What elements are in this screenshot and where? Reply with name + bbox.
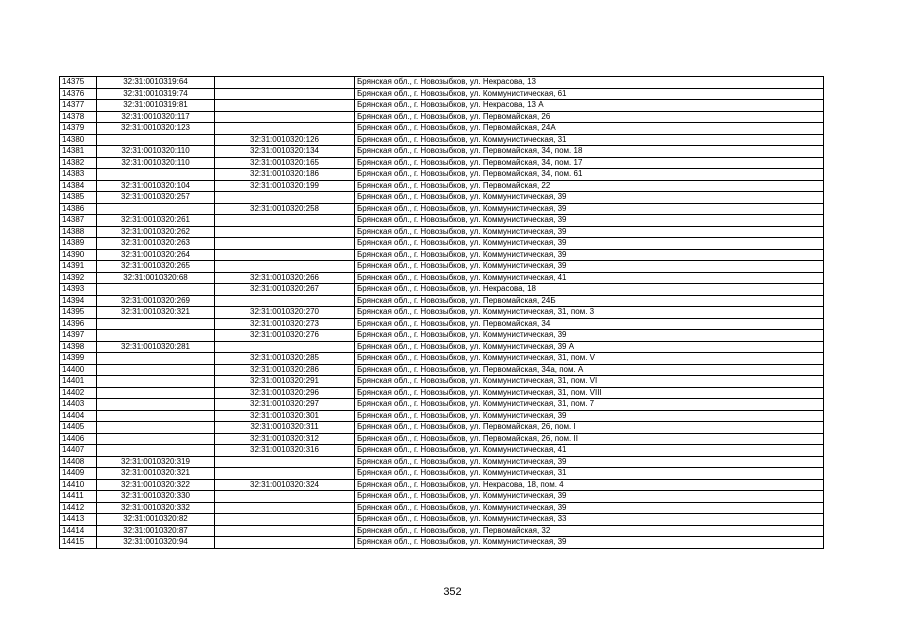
record-number-cell: 14400 [60,364,97,376]
address-cell: Брянская обл., г. Новозыбков, ул. Коммунистическая, 39 [355,456,824,468]
address-cell: Брянская обл., г. Новозыбков, ул. Первомайская, 26 [355,111,824,123]
record-number-cell: 14388 [60,226,97,238]
cadastral-number-cell [97,433,215,445]
record-number-cell: 14398 [60,341,97,353]
related-cadastral-number-cell [215,249,355,261]
cadastral-number-cell: 32:31:0010320:87 [97,525,215,537]
address-cell: Брянская обл., г. Новозыбков, ул. Коммунистическая, 31, пом. V [355,353,824,365]
table-row [60,157,824,169]
related-cadastral-number-cell [215,502,355,514]
related-cadastral-number-cell: 32:31:0010320:291 [215,376,355,388]
record-number-cell: 14382 [60,157,97,169]
record-number-cell: 14391 [60,261,97,273]
cadastral-number-cell: 32:31:0010320:262 [97,226,215,238]
record-number-cell: 14402 [60,387,97,399]
table-row [60,341,824,353]
related-cadastral-number-cell: 32:31:0010320:297 [215,399,355,411]
record-number-cell: 14399 [60,353,97,365]
related-cadastral-number-cell: 32:31:0010320:266 [215,272,355,284]
table-row [60,468,824,480]
address-cell: Брянская обл., г. Новозыбков, ул. Коммунистическая, 39 [355,249,824,261]
related-cadastral-number-cell [215,491,355,503]
related-cadastral-number-cell [215,238,355,250]
address-cell: Брянская обл., г. Новозыбков, ул. Коммунистическая, 39 [355,238,824,250]
cadastral-number-cell [97,284,215,296]
record-number-cell: 14414 [60,525,97,537]
related-cadastral-number-cell [215,456,355,468]
related-cadastral-number-cell: 32:31:0010320:267 [215,284,355,296]
address-cell: Брянская обл., г. Новозыбков, ул. Первомайская, 26, пом. I [355,422,824,434]
cadastral-number-cell [97,445,215,457]
related-cadastral-number-cell [215,77,355,89]
address-cell: Брянская обл., г. Новозыбков, ул. Коммунистическая, 39 [355,203,824,215]
related-cadastral-number-cell [215,341,355,353]
related-cadastral-number-cell [215,215,355,227]
cadastral-number-cell [97,169,215,181]
cadastral-number-cell: 32:31:0010320:264 [97,249,215,261]
table-row [60,537,824,549]
record-number-cell: 14405 [60,422,97,434]
record-number-cell: 14411 [60,491,97,503]
address-cell: Брянская обл., г. Новозыбков, ул. Первомайская, 32 [355,525,824,537]
record-number-cell: 14412 [60,502,97,514]
related-cadastral-number-cell [215,100,355,112]
table-row [60,330,824,342]
table-row [60,284,824,296]
address-cell: Брянская обл., г. Новозыбков, ул. Коммунистическая, 31, пом. VI [355,376,824,388]
table-row [60,111,824,123]
related-cadastral-number-cell [215,514,355,526]
table-row [60,134,824,146]
cadastral-number-cell [97,330,215,342]
address-cell: Брянская обл., г. Новозыбков, ул. Первомайская, 26, пом. II [355,433,824,445]
cadastral-number-cell [97,399,215,411]
address-cell: Брянская обл., г. Новозыбков, ул. Коммунистическая, 39 [355,215,824,227]
address-cell: Брянская обл., г. Новозыбков, ул. Первомайская, 34, пом. 18 [355,146,824,158]
record-number-cell: 14413 [60,514,97,526]
address-cell: Брянская обл., г. Новозыбков, ул. Первомайская, 22 [355,180,824,192]
cadastral-number-cell: 32:31:0010320:322 [97,479,215,491]
table-row [60,353,824,365]
related-cadastral-number-cell [215,468,355,480]
address-cell: Брянская обл., г. Новозыбков, ул. Коммунистическая, 61 [355,88,824,100]
cadastral-number-cell: 32:31:0010319:74 [97,88,215,100]
table-row [60,433,824,445]
records-body [60,77,824,549]
record-number-cell: 14403 [60,399,97,411]
records-table [59,76,824,549]
cadastral-number-cell: 32:31:0010320:281 [97,341,215,353]
address-cell: Брянская обл., г. Новозыбков, ул. Коммунистическая, 39 А [355,341,824,353]
related-cadastral-number-cell [215,226,355,238]
cadastral-number-cell: 32:31:0010320:332 [97,502,215,514]
table-row [60,422,824,434]
related-cadastral-number-cell [215,261,355,273]
related-cadastral-number-cell: 32:31:0010320:286 [215,364,355,376]
cadastral-number-cell [97,353,215,365]
table-row [60,525,824,537]
cadastral-number-cell: 32:31:0010320:94 [97,537,215,549]
cadastral-number-cell: 32:31:0010320:110 [97,146,215,158]
cadastral-number-cell [97,410,215,422]
table-row [60,180,824,192]
related-cadastral-number-cell: 32:31:0010320:270 [215,307,355,319]
address-cell: Брянская обл., г. Новозыбков, ул. Коммунистическая, 31, пом. 3 [355,307,824,319]
related-cadastral-number-cell [215,525,355,537]
address-cell: Брянская обл., г. Новозыбков, ул. Коммунистическая, 39 [355,502,824,514]
address-cell: Брянская обл., г. Новозыбков, ул. Некрасова, 18, пом. 4 [355,479,824,491]
record-number-cell: 14375 [60,77,97,89]
related-cadastral-number-cell: 32:31:0010320:199 [215,180,355,192]
address-cell: Брянская обл., г. Новозыбков, ул. Первомайская, 34а, пом. А [355,364,824,376]
related-cadastral-number-cell [215,88,355,100]
address-cell: Брянская обл., г. Новозыбков, ул. Коммунистическая, 39 [355,330,824,342]
table-row [60,514,824,526]
table-row [60,479,824,491]
table-row [60,295,824,307]
address-cell: Брянская обл., г. Новозыбков, ул. Первомайская, 34 [355,318,824,330]
cadastral-number-cell: 32:31:0010319:64 [97,77,215,89]
record-number-cell: 14394 [60,295,97,307]
related-cadastral-number-cell: 32:31:0010320:134 [215,146,355,158]
address-cell: Брянская обл., г. Новозыбков, ул. Первомайская, 34, пом. 17 [355,157,824,169]
record-number-cell: 14377 [60,100,97,112]
related-cadastral-number-cell: 32:31:0010320:311 [215,422,355,434]
table-row [60,307,824,319]
related-cadastral-number-cell: 32:31:0010320:165 [215,157,355,169]
related-cadastral-number-cell: 32:31:0010320:258 [215,203,355,215]
address-cell: Брянская обл., г. Новозыбков, ул. Некрасова, 13 [355,77,824,89]
cadastral-number-cell: 32:31:0010320:269 [97,295,215,307]
record-number-cell: 14384 [60,180,97,192]
table-row [60,364,824,376]
record-number-cell: 14407 [60,445,97,457]
address-cell: Брянская обл., г. Новозыбков, ул. Коммунистическая, 33 [355,514,824,526]
record-number-cell: 14393 [60,284,97,296]
table-row [60,261,824,273]
cadastral-number-cell [97,376,215,388]
related-cadastral-number-cell: 32:31:0010320:324 [215,479,355,491]
related-cadastral-number-cell [215,537,355,549]
table-row [60,502,824,514]
record-number-cell: 14390 [60,249,97,261]
cadastral-number-cell: 32:31:0010320:110 [97,157,215,169]
table-row [60,376,824,388]
address-cell: Брянская обл., г. Новозыбков, ул. Коммунистическая, 31, пом. 7 [355,399,824,411]
table-row [60,410,824,422]
related-cadastral-number-cell: 32:31:0010320:296 [215,387,355,399]
cadastral-number-cell: 32:31:0010320:321 [97,468,215,480]
record-number-cell: 14386 [60,203,97,215]
related-cadastral-number-cell: 32:31:0010320:301 [215,410,355,422]
cadastral-number-cell: 32:31:0010320:263 [97,238,215,250]
table-row [60,123,824,135]
record-number-cell: 14397 [60,330,97,342]
cadastral-number-cell [97,422,215,434]
related-cadastral-number-cell [215,123,355,135]
table-row [60,399,824,411]
record-number-cell: 14381 [60,146,97,158]
cadastral-number-cell: 32:31:0010319:81 [97,100,215,112]
table-row [60,445,824,457]
address-cell: Брянская обл., г. Новозыбков, ул. Коммунистическая, 39 [355,226,824,238]
record-number-cell: 14410 [60,479,97,491]
address-cell: Брянская обл., г. Новозыбков, ул. Коммунистическая, 39 [355,491,824,503]
address-cell: Брянская обл., г. Новозыбков, ул. Первомайская, 24А [355,123,824,135]
cadastral-number-cell: 32:31:0010320:319 [97,456,215,468]
page-number: 352 [443,586,462,598]
cadastral-number-cell: 32:31:0010320:265 [97,261,215,273]
related-cadastral-number-cell: 32:31:0010320:316 [215,445,355,457]
address-cell: Брянская обл., г. Новозыбков, ул. Некрасова, 18 [355,284,824,296]
table-row [60,100,824,112]
cadastral-number-cell: 32:31:0010320:321 [97,307,215,319]
related-cadastral-number-cell [215,111,355,123]
cadastral-number-cell: 32:31:0010320:104 [97,180,215,192]
record-number-cell: 14406 [60,433,97,445]
address-cell: Брянская обл., г. Новозыбков, ул. Коммунистическая, 41 [355,272,824,284]
table-row [60,249,824,261]
table-row [60,318,824,330]
table-row [60,238,824,250]
table-row [60,215,824,227]
record-number-cell: 14379 [60,123,97,135]
address-cell: Брянская обл., г. Новозыбков, ул. Коммунистическая, 39 [355,537,824,549]
cadastral-number-cell: 32:31:0010320:82 [97,514,215,526]
related-cadastral-number-cell: 32:31:0010320:186 [215,169,355,181]
record-number-cell: 14408 [60,456,97,468]
cadastral-number-cell [97,364,215,376]
cadastral-number-cell: 32:31:0010320:330 [97,491,215,503]
related-cadastral-number-cell: 32:31:0010320:312 [215,433,355,445]
address-cell: Брянская обл., г. Новозыбков, ул. Коммунистическая, 31 [355,134,824,146]
table-row [60,192,824,204]
cadastral-number-cell: 32:31:0010320:123 [97,123,215,135]
table-row [60,387,824,399]
record-number-cell: 14383 [60,169,97,181]
address-cell: Брянская обл., г. Новозыбков, ул. Коммунистическая, 39 [355,192,824,204]
record-number-cell: 14415 [60,537,97,549]
cadastral-number-cell: 32:31:0010320:68 [97,272,215,284]
table-row [60,272,824,284]
address-cell: Брянская обл., г. Новозыбков, ул. Коммунистическая, 41 [355,445,824,457]
related-cadastral-number-cell: 32:31:0010320:126 [215,134,355,146]
cadastral-number-cell [97,387,215,399]
table-row [60,226,824,238]
table-row [60,169,824,181]
address-cell: Брянская обл., г. Новозыбков, ул. Некрасова, 13 А [355,100,824,112]
table-row [60,146,824,158]
record-number-cell: 14376 [60,88,97,100]
record-number-cell: 14378 [60,111,97,123]
address-cell: Брянская обл., г. Новозыбков, ул. Коммунистическая, 39 [355,261,824,273]
cadastral-number-cell [97,318,215,330]
record-number-cell: 14387 [60,215,97,227]
record-number-cell: 14392 [60,272,97,284]
table-row [60,491,824,503]
related-cadastral-number-cell [215,295,355,307]
record-number-cell: 14404 [60,410,97,422]
address-cell: Брянская обл., г. Новозыбков, ул. Коммунистическая, 31, пом. VIII [355,387,824,399]
address-cell: Брянская обл., г. Новозыбков, ул. Первомайская, 34, пом. 61 [355,169,824,181]
record-number-cell: 14396 [60,318,97,330]
cadastral-number-cell: 32:31:0010320:261 [97,215,215,227]
record-number-cell: 14380 [60,134,97,146]
record-number-cell: 14409 [60,468,97,480]
address-cell: Брянская обл., г. Новозыбков, ул. Первомайская, 24Б [355,295,824,307]
related-cadastral-number-cell [215,192,355,204]
cadastral-number-cell [97,134,215,146]
record-number-cell: 14385 [60,192,97,204]
address-cell: Брянская обл., г. Новозыбков, ул. Коммунистическая, 39 [355,410,824,422]
table-row [60,456,824,468]
table-row [60,77,824,89]
record-number-cell: 14401 [60,376,97,388]
table-row [60,88,824,100]
related-cadastral-number-cell: 32:31:0010320:273 [215,318,355,330]
cadastral-number-cell [97,203,215,215]
table-row [60,203,824,215]
cadastral-number-cell: 32:31:0010320:117 [97,111,215,123]
related-cadastral-number-cell: 32:31:0010320:276 [215,330,355,342]
address-cell: Брянская обл., г. Новозыбков, ул. Коммунистическая, 31 [355,468,824,480]
record-number-cell: 14395 [60,307,97,319]
related-cadastral-number-cell: 32:31:0010320:285 [215,353,355,365]
cadastral-number-cell: 32:31:0010320:257 [97,192,215,204]
record-number-cell: 14389 [60,238,97,250]
